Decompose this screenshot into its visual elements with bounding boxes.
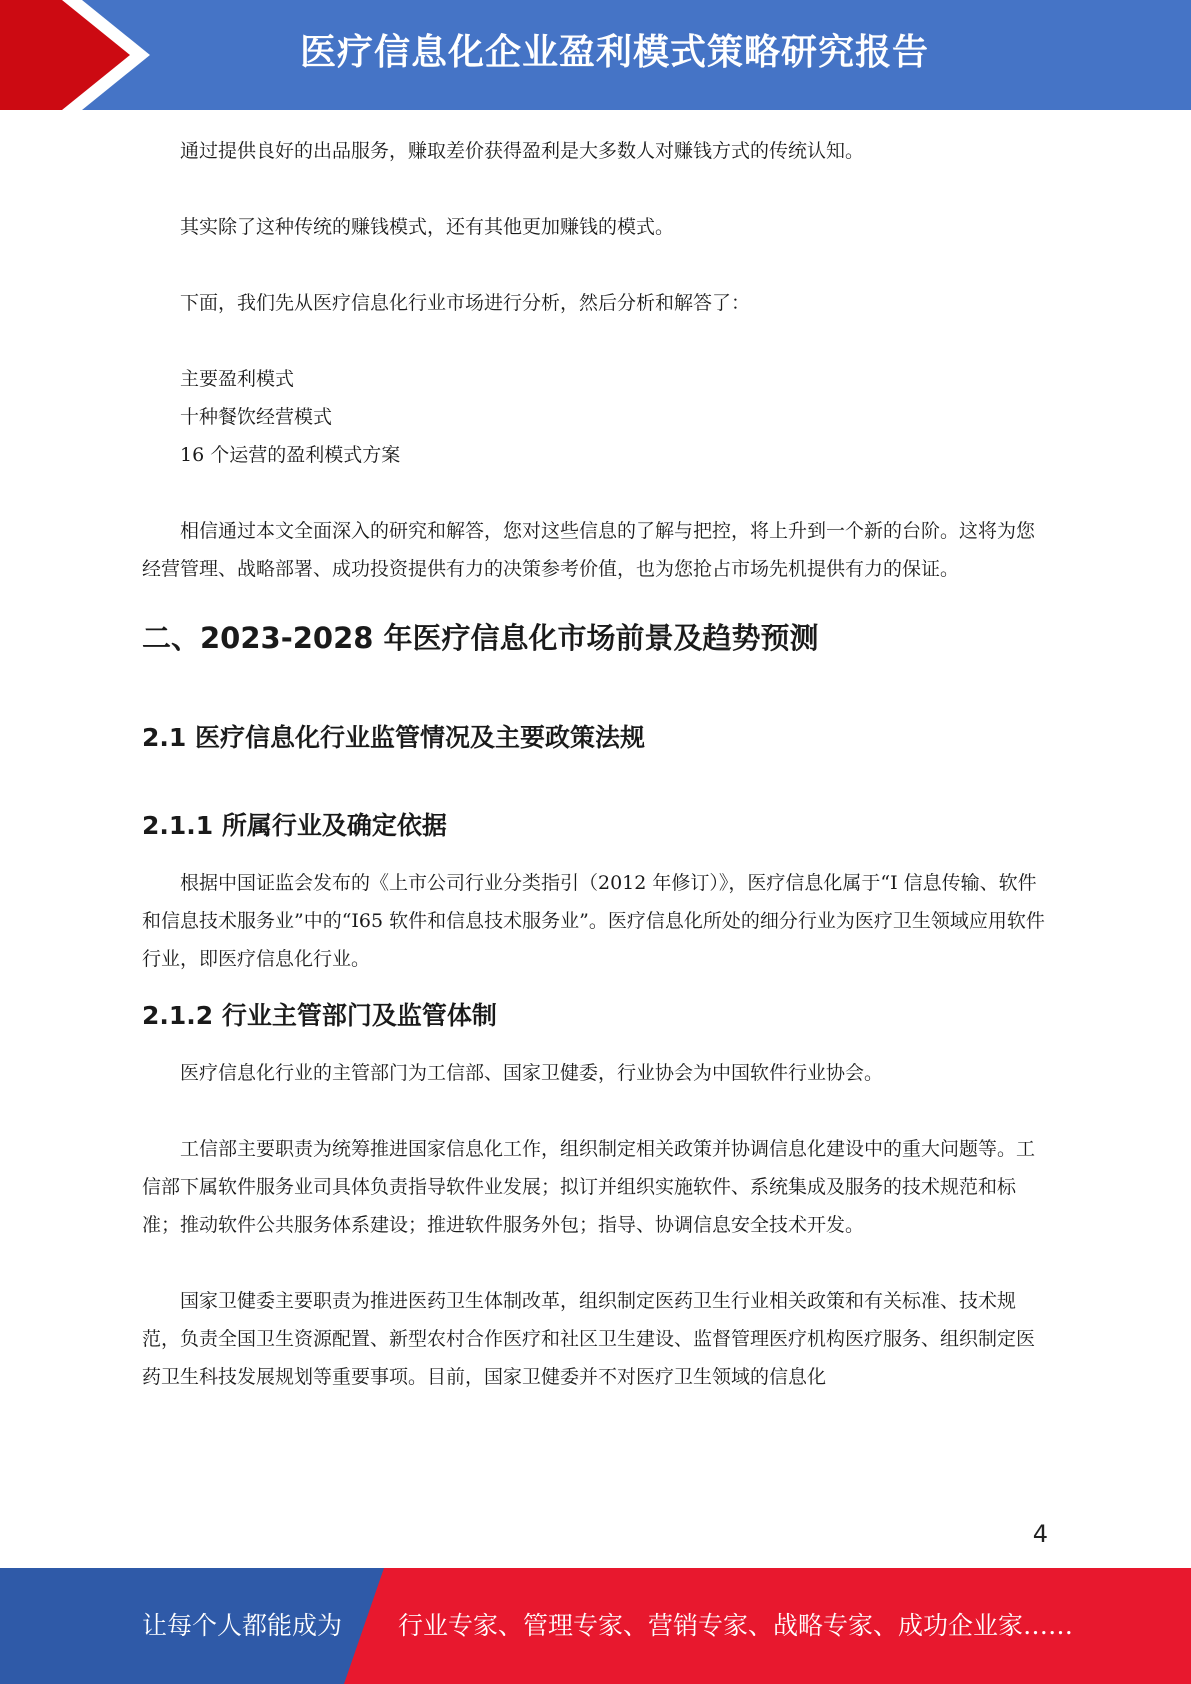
page-footer (0, 1568, 1191, 1684)
regulator-paragraph-3: 国家卫健委主要职责为推进医药卫生体制改革，组织制定医药卫生行业相关政策和有关标准、技术规范，负责全国卫生资源配置、新型农村合作医疗和社区卫生建设、监督管理医疗机构医疗服务、组织制定医药卫生科技发展规划等重要事项。目前，国家卫健委并不对医疗卫生领域的信息化 (142, 1290, 1036, 1388)
header-arrow-graphic (0, 0, 160, 110)
regulator-paragraph-1: 医疗信息化行业的主管部门为工信部、国家卫健委，行业协会为中国软件行业协会。 (180, 1062, 884, 1084)
footer-slogan-right: 行业专家、管理专家、营销专家、战略专家、成功企业家…… (398, 1611, 1074, 1640)
intro-paragraph-4: 相信通过本文全面深入的研究和解答，您对这些信息的了解与把控，将上升到一个新的台阶。这将为您经营管理、战略部署、成功投资提供有力的决策参考价值，也为您抢占市场先机提供有力的保证。 (142, 520, 1036, 580)
footer-slogan-left: 让每个人都能成为 (142, 1611, 343, 1640)
page-number: 4 (1032, 1520, 1048, 1548)
intro-paragraph-3: 下面，我们先从医疗信息化行业市场进行分析，然后分析和解答了： (180, 292, 751, 314)
intro-paragraph-2: 其实除了这种传统的赚钱模式，还有其他更加赚钱的模式。 (180, 216, 675, 238)
topic-list (142, 360, 1047, 474)
list-item: 十种餐饮经营模式 (180, 406, 333, 428)
subsection-heading: 2.1 医疗信息化行业监管情况及主要政策法规 (142, 723, 645, 752)
intro-paragraph-1: 通过提供良好的出品服务，赚取差价获得盈利是大多数人对赚钱方式的传统认知。 (180, 140, 865, 162)
list-item: 主要盈利模式 (180, 368, 295, 390)
subsubsection-heading: 2.1.1 所属行业及确定依据 (142, 811, 447, 840)
industry-paragraph: 根据中国证监会发布的《上市公司行业分类指引（2012 年修订）》，医疗信息化属于“I 信息传输、软件和信息技术服务业”中的“I65 软件和信息技术服务业”。医疗信息化所处的细分行业为医疗卫生领域应用软件行业，即医疗信息化行业。 (142, 872, 1045, 970)
report-title: 医疗信息化企业盈利模式策略研究报告 (300, 32, 930, 73)
section-heading: 二、2023-2028 年医疗信息化市场前景及趋势预测 (142, 621, 819, 655)
list-item: 16 个运营的盈利模式方案 (180, 444, 401, 466)
page-header (0, 0, 1191, 110)
document-body (142, 132, 1047, 1396)
subsubsection-heading: 2.1.2 行业主管部门及监管体制 (142, 1001, 497, 1030)
regulator-paragraph-2: 工信部主要职责为统筹推进国家信息化工作，组织制定相关政策并协调信息化建设中的重大问题等。工信部下属软件服务业司具体负责指导软件业发展；拟订并组织实施软件、系统集成及服务的技术规范和标准；推动软件公共服务体系建设；推进软件服务外包；指导、协调信息安全技术开发。 (142, 1138, 1036, 1236)
